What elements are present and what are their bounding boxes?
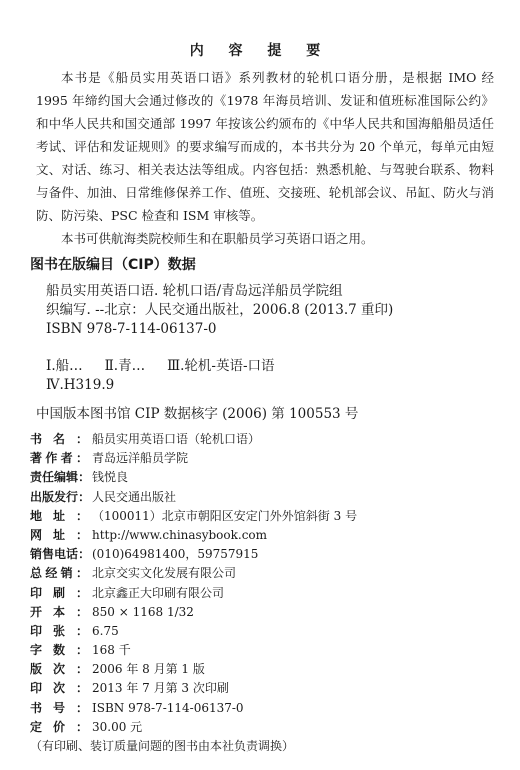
- detail-row: [30, 468, 500, 487]
- detail-label: 书 名 ：: [30, 432, 88, 446]
- detail-label: 书 号 ：: [30, 700, 88, 715]
- detail-label: 印 次 ：: [30, 681, 88, 696]
- detail-value: 168 千: [92, 643, 131, 658]
- detail-label: 开 本 ：: [30, 604, 88, 619]
- detail-value: (010)64981400，59757915: [92, 547, 259, 562]
- detail-value: http://www.chinasybook.com: [92, 527, 268, 542]
- detail-row: [30, 641, 500, 660]
- detail-row: [30, 430, 500, 449]
- detail-value: 850 × 1168 1/32: [92, 604, 194, 619]
- detail-label: 印 张 ：: [30, 623, 88, 638]
- detail-value: 钱悦良: [92, 470, 129, 485]
- cip-subject: Ⅱ.青…: [104, 358, 146, 374]
- detail-row: [30, 545, 500, 564]
- summary-paragraph: 本书可供航海类院校师生和在职船员学习英语口语之用。: [61, 231, 374, 246]
- detail-value: ISBN 978-7-114-06137-0: [92, 700, 244, 715]
- detail-value: 青岛远洋船员学院: [92, 451, 189, 466]
- cip-record: [46, 282, 486, 395]
- detail-value: 6.75: [92, 623, 119, 638]
- detail-label: 版 次 ：: [30, 662, 88, 677]
- detail-label: 字 数 ：: [30, 643, 88, 658]
- cip-subject: Ⅲ.轮机-英语-口语: [167, 358, 275, 374]
- detail-value: 2006 年 8 月第 1 版: [92, 662, 205, 677]
- detail-row: [30, 449, 500, 468]
- detail-row: [30, 507, 500, 526]
- detail-label: 总 经 销 ：: [30, 566, 88, 581]
- detail-row: [30, 526, 500, 545]
- cip-heading: 图书在版编目（CIP）数据: [30, 257, 196, 273]
- detail-value: （100011）北京市朝阳区安定门外外馆斜街 3 号: [92, 508, 358, 523]
- detail-row: [30, 488, 500, 507]
- quality-notice: （有印刷、装订质量问题的图书由本社负责调换）: [30, 739, 295, 753]
- detail-row: [30, 699, 500, 718]
- detail-value: 2013 年 7 月第 3 次印刷: [92, 681, 229, 696]
- cip-subject: Ⅰ.船…: [46, 358, 83, 374]
- publication-details: [30, 430, 500, 756]
- detail-value: 人民交通出版社: [92, 489, 177, 504]
- cip-line: ISBN 978-7-114-06137-0: [46, 321, 217, 337]
- detail-value: 30.00 元: [92, 719, 143, 734]
- summary-paragraph: 本书是《船员实用英语口语》系列教材的轮机口语分册，是根据 IMO 经 1995 年缔约国大会通过修改的《1978 年海员培训、发证和值班标准国际公约》和中华人民共和国交通部 1997 年按该公约颁布的《中华人民共和国海船船员适任考试、评估和发证规则》的要求编写而成的，本书共分为 20 个单元，每单元由短文、对话、练习、相关表达法等组成。内容包括：熟悉机舱、与驾驶台联系、物料与备件、加油、日常维修保养工作、值班、交接班、轮机部会议、吊缸、防火与消防、防污染、PSC 检查和 ISM 审核等。: [36, 70, 494, 223]
- detail-row: [30, 584, 500, 603]
- detail-label: 责 任 编 辑 ：: [30, 470, 91, 485]
- detail-label: 网 址 ：: [30, 527, 88, 542]
- cip-check-number: 中国版本图书馆 CIP 数据核字 (2006) 第 100553 号: [36, 406, 359, 422]
- detail-label: 出 版 发 行 ：: [30, 489, 91, 504]
- detail-label: 印 刷 ：: [30, 585, 88, 600]
- detail-label: 著 作 者 ：: [30, 451, 88, 466]
- detail-row: [30, 718, 500, 737]
- summary-body: [36, 66, 494, 250]
- detail-row: [30, 603, 500, 622]
- detail-row: [30, 564, 500, 583]
- detail-row: [30, 622, 500, 641]
- cip-subjects: [46, 357, 486, 376]
- cip-classification: Ⅳ.H319.9: [46, 377, 115, 393]
- detail-label: 销 售 电 话 ：: [30, 547, 91, 562]
- detail-value: 北京鑫正大印刷有限公司: [92, 585, 225, 600]
- detail-row: [30, 660, 500, 679]
- cip-line: 织编写. --北京：人民交通出版社，2006.8 (2013.7 重印): [46, 302, 394, 318]
- detail-row: [30, 679, 500, 698]
- detail-value: 船员实用英语口语（轮机口语）: [92, 432, 261, 446]
- summary-title: 内 容 提 要: [189, 43, 331, 59]
- detail-value: 北京交实文化发展有限公司: [92, 566, 237, 581]
- detail-label: 地 址 ：: [30, 508, 88, 523]
- detail-label: 定 价 ：: [30, 719, 88, 734]
- cip-line: 船员实用英语口语. 轮机口语/青岛远洋船员学院组: [46, 283, 343, 299]
